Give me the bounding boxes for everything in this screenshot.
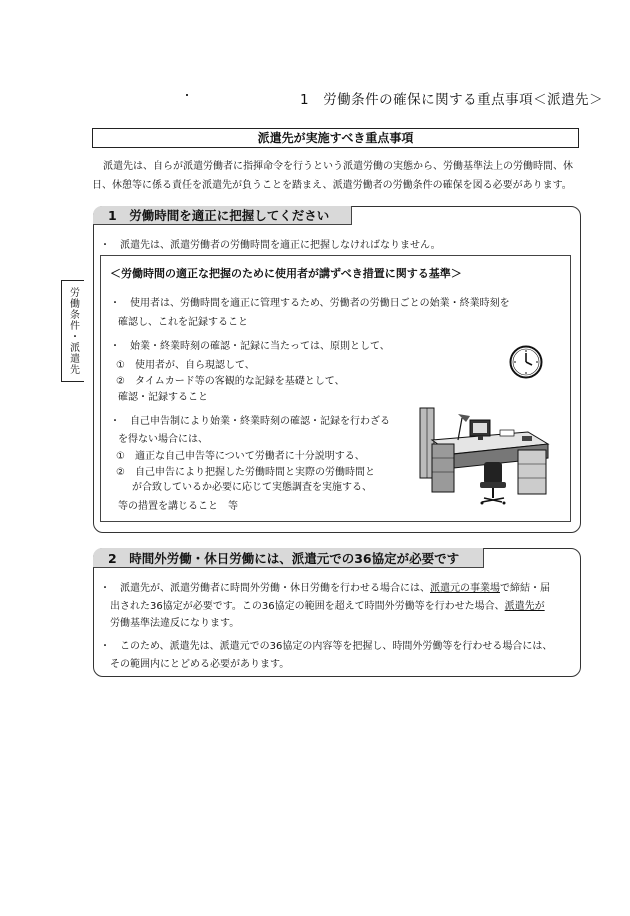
section2-para1-line2 xyxy=(110,597,545,612)
standards-line: 確認し、これを記録すること xyxy=(118,317,248,328)
standards-line: ② タイムカード等の客観的な記録を基礎として、 xyxy=(116,376,345,387)
section2-para2-line1: ・ このため、派遣先は、派遣元での36協定の内容等を把握し、時間外労働等を行わせる場合には、 xyxy=(100,641,553,652)
text-run: で締結・届 xyxy=(500,583,550,594)
section2-para1-line3: 労働基準法違反になります。 xyxy=(110,618,240,629)
standards-line: ・ 自己申告制により始業・終業時刻の確認・記録を行わざる xyxy=(110,416,390,427)
standards-line: 確認・記録すること xyxy=(118,392,208,403)
standards-line: を得ない場合には、 xyxy=(118,434,208,445)
standards-line: ① 適正な自己申告等について労働者に十分説明する、 xyxy=(116,451,365,462)
underlined-text: 派遣元の事業場 xyxy=(430,583,500,594)
standards-line: ・ 始業・終業時刻の確認・記録に当たっては、原則として、 xyxy=(110,341,390,352)
side-tab: 労働条件・派遣先 xyxy=(61,280,84,382)
section2-para2-line2: その範囲内にとどめる必要があります。 xyxy=(110,659,290,670)
section2-title: 2 時間外労働・休日労働には、派遣元での36協定が必要です xyxy=(108,551,460,566)
intro-line-2: 日、休憩等に係る責任を派遣先が負うことを踏まえ、派遣労働者の労働条件の確保を図る必要があります。 xyxy=(92,180,572,191)
section2-para1-line1 xyxy=(100,579,550,594)
underlined-text: 派遣先が xyxy=(504,601,545,612)
clock-icon xyxy=(509,345,543,379)
text-run: 出された36協定が必要です。この36協定の範囲を超えて時間外労働等を行わせた場合、 xyxy=(110,601,505,612)
stray-dot xyxy=(186,94,188,96)
standards-line: 等の措置を講じること 等 xyxy=(118,501,238,512)
section1-bullet: ・ 派遣先は、派遣労働者の労働時間を適正に把握しなければなりません。 xyxy=(100,240,441,251)
standards-line: ① 使用者が、自ら現認して、 xyxy=(116,360,255,371)
section1-title: 1 労働時間を適正に把握してください xyxy=(108,208,330,223)
standards-line: ② 自己申告により把握した労働時間と実際の労働時間と xyxy=(116,467,375,478)
standards-line: ・ 使用者は、労働時間を適正に管理するため、労働者の労働日ごとの始業・終業時刻を xyxy=(110,298,510,309)
main-heading: 派遣先が実施すべき重点事項 xyxy=(92,128,579,148)
office-desk-illustration xyxy=(418,400,558,510)
intro-line-1: 派遣先は、自らが派遣労働者に指揮命令を行うという派遣労働の実態から、労働基準法上の労働時間、休 xyxy=(103,161,573,172)
standards-heading: ＜労働時間の適正な把握のために使用者が講ずべき措置に関する基準＞ xyxy=(110,267,462,280)
text-run: ・ 派遣先が、派遣労働者に時間外労働・休日労働を行わせる場合には、 xyxy=(100,583,430,594)
standards-line: が合致しているか必要に応じて実態調査を実施する、 xyxy=(132,482,372,493)
page-title: 1 労働条件の確保に関する重点事項＜派遣先＞ xyxy=(300,92,604,108)
